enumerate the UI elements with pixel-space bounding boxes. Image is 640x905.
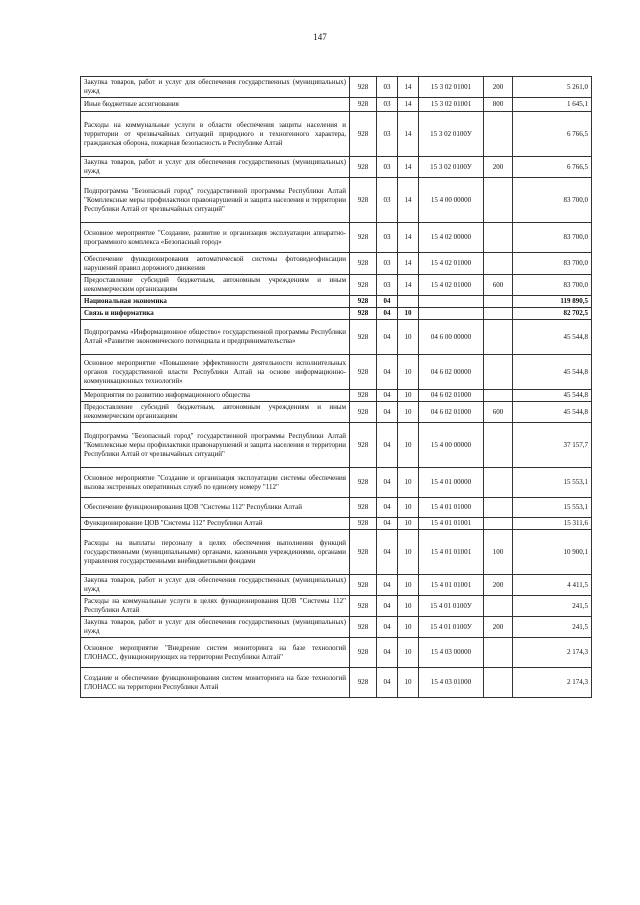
- row-subsection-code: 10: [398, 498, 419, 518]
- table-row: [81, 98, 592, 112]
- row-target-article: 15 4 01 01000: [419, 498, 484, 518]
- table-row: [81, 638, 592, 668]
- row-ministry-code: 928: [350, 530, 377, 575]
- row-subsection-code: 14: [398, 223, 419, 253]
- row-section-code: 03: [377, 223, 398, 253]
- row-amount: 6 766,5: [513, 112, 592, 157]
- row-subsection-code: 14: [398, 275, 419, 296]
- row-subsection-code: 10: [398, 596, 419, 617]
- row-description: Подпрограмма «Информационное общество» государственной программы Республики Алтай «Развитие экономического потенциала и предпринимательства»: [81, 320, 350, 355]
- row-expense-type: [484, 223, 513, 253]
- row-target-article: 15 3 02 0100У: [419, 157, 484, 178]
- row-amount: 45 544,8: [513, 402, 592, 423]
- row-amount: 241,5: [513, 617, 592, 638]
- row-ministry-code: 928: [350, 296, 377, 308]
- row-subsection-code: 14: [398, 98, 419, 112]
- row-amount: 6 766,5: [513, 157, 592, 178]
- table-row: [81, 178, 592, 223]
- row-amount: 4 411,5: [513, 575, 592, 596]
- row-expense-type: [484, 320, 513, 355]
- row-ministry-code: 928: [350, 157, 377, 178]
- row-section-code: 04: [377, 390, 398, 402]
- budget-table-body: [81, 77, 592, 698]
- row-target-article: 15 4 02 00000: [419, 223, 484, 253]
- table-row: [81, 320, 592, 355]
- row-description: Создание и обеспечение функционирования систем мониторинга на базе технологий ГЛОНАСС на территории Республики Алтай: [81, 668, 350, 698]
- row-section-code: 04: [377, 320, 398, 355]
- page-number: 147: [313, 32, 327, 42]
- table-row: [81, 402, 592, 423]
- row-target-article: 15 4 01 01001: [419, 518, 484, 530]
- row-amount: 45 544,8: [513, 320, 592, 355]
- row-description: Расходы на выплаты персоналу в целях обеспечения выполнения функций государственными (муниципальными) органами, казенными учреждениями, органами управления государственными внебюджетными фондами: [81, 530, 350, 575]
- row-section-code: 04: [377, 308, 398, 320]
- table-row: [81, 296, 592, 308]
- row-expense-type: [484, 308, 513, 320]
- row-section-code: 04: [377, 617, 398, 638]
- row-section-code: 03: [377, 98, 398, 112]
- row-description: Подпрограмма "Безопасный город" государственной программы Республики Алтай "Комплексные меры профилактики правонарушений и защита населения и территории Республики Алтай от чрезвычайных ситуаций": [81, 178, 350, 223]
- row-ministry-code: 928: [350, 596, 377, 617]
- row-expense-type: 100: [484, 530, 513, 575]
- row-section-code: 03: [377, 275, 398, 296]
- row-expense-type: 600: [484, 275, 513, 296]
- row-expense-type: [484, 596, 513, 617]
- row-amount: 2 174,3: [513, 668, 592, 698]
- row-section-code: 04: [377, 668, 398, 698]
- table-row: [81, 112, 592, 157]
- table-row: [81, 223, 592, 253]
- row-ministry-code: 928: [350, 468, 377, 498]
- row-amount: 15 553,1: [513, 468, 592, 498]
- row-target-article: 04 6 02 01000: [419, 402, 484, 423]
- row-subsection-code: 14: [398, 178, 419, 223]
- row-expense-type: 200: [484, 157, 513, 178]
- row-section-code: 04: [377, 423, 398, 468]
- row-description: Предоставление субсидий бюджетным, автономным учреждениям и иным некоммерческим организациям: [81, 275, 350, 296]
- row-subsection-code: 10: [398, 320, 419, 355]
- table-row: [81, 468, 592, 498]
- row-target-article: 15 3 02 01001: [419, 98, 484, 112]
- row-ministry-code: 928: [350, 575, 377, 596]
- row-target-article: [419, 308, 484, 320]
- row-section-code: 04: [377, 575, 398, 596]
- row-description: Основное мероприятие "Создание, развитие и организация эксплуатации аппаратно-программного комплекса «Безопасный город»: [81, 223, 350, 253]
- row-amount: 15 311,6: [513, 518, 592, 530]
- row-amount: 15 553,1: [513, 498, 592, 518]
- row-expense-type: [484, 355, 513, 390]
- row-description: Закупка товаров, работ и услуг для обеспечения государственных (муниципальных) нужд: [81, 575, 350, 596]
- row-description: Связь и информатика: [81, 308, 350, 320]
- row-subsection-code: 10: [398, 617, 419, 638]
- table-row: [81, 355, 592, 390]
- row-ministry-code: 928: [350, 320, 377, 355]
- row-section-code: 04: [377, 596, 398, 617]
- row-target-article: 15 4 00 00000: [419, 423, 484, 468]
- row-section-code: 04: [377, 498, 398, 518]
- row-amount: 45 544,8: [513, 355, 592, 390]
- row-target-article: 15 4 01 01001: [419, 575, 484, 596]
- row-section-code: 04: [377, 638, 398, 668]
- row-expense-type: 200: [484, 77, 513, 98]
- table-row: [81, 530, 592, 575]
- row-subsection-code: 10: [398, 638, 419, 668]
- row-ministry-code: 928: [350, 423, 377, 468]
- row-expense-type: [484, 468, 513, 498]
- row-subsection-code: 10: [398, 468, 419, 498]
- row-expense-type: [484, 518, 513, 530]
- row-description: Иные бюджетные ассигнования: [81, 98, 350, 112]
- row-target-article: 15 4 02 01000: [419, 275, 484, 296]
- row-amount: 119 890,5: [513, 296, 592, 308]
- row-section-code: 04: [377, 518, 398, 530]
- row-expense-type: 800: [484, 98, 513, 112]
- row-ministry-code: 928: [350, 178, 377, 223]
- row-subsection-code: 10: [398, 575, 419, 596]
- row-subsection-code: 10: [398, 390, 419, 402]
- row-target-article: 15 3 02 0100У: [419, 112, 484, 157]
- row-target-article: 04 6 00 00000: [419, 320, 484, 355]
- row-subsection-code: 10: [398, 355, 419, 390]
- row-ministry-code: 928: [350, 617, 377, 638]
- row-amount: 83 700,0: [513, 178, 592, 223]
- row-expense-type: [484, 178, 513, 223]
- row-amount: 10 900,1: [513, 530, 592, 575]
- row-section-code: 03: [377, 157, 398, 178]
- row-description: Основное мероприятие «Повышение эффективности деятельности исполнительных органов государственной власти Республики Алтай на основе информационно-коммуникационных технологий»: [81, 355, 350, 390]
- row-subsection-code: 14: [398, 112, 419, 157]
- row-description: Национальная экономика: [81, 296, 350, 308]
- row-ministry-code: 928: [350, 77, 377, 98]
- row-ministry-code: 928: [350, 498, 377, 518]
- table-row: [81, 575, 592, 596]
- row-amount: 5 261,0: [513, 77, 592, 98]
- row-subsection-code: 14: [398, 77, 419, 98]
- row-description: Закупка товаров, работ и услуг для обеспечения государственных (муниципальных) нужд: [81, 157, 350, 178]
- row-section-code: 04: [377, 355, 398, 390]
- row-description: Расходы на коммунальные услуги в области обеспечения защиты населения и территории от чрезвычайных ситуаций природного и техногенного характера, гражданская оборона, пожарная безопасность в Республике Алтай: [81, 112, 350, 157]
- row-amount: 83 700,0: [513, 223, 592, 253]
- row-ministry-code: 928: [350, 275, 377, 296]
- table-row: [81, 423, 592, 468]
- row-target-article: 15 3 02 01001: [419, 77, 484, 98]
- row-subsection-code: 14: [398, 253, 419, 275]
- row-section-code: 03: [377, 178, 398, 223]
- row-description: Обеспечение функционирования автоматической системы фотовидеофиксации нарушений правил дорожного движения: [81, 253, 350, 275]
- row-section-code: 03: [377, 253, 398, 275]
- row-expense-type: [484, 390, 513, 402]
- row-expense-type: 200: [484, 617, 513, 638]
- row-expense-type: 200: [484, 575, 513, 596]
- row-ministry-code: 928: [350, 668, 377, 698]
- table-row: [81, 668, 592, 698]
- row-ministry-code: 928: [350, 253, 377, 275]
- row-ministry-code: 928: [350, 638, 377, 668]
- row-amount: 45 544,8: [513, 390, 592, 402]
- row-section-code: 04: [377, 402, 398, 423]
- row-subsection-code: 10: [398, 530, 419, 575]
- row-amount: 37 157,7: [513, 423, 592, 468]
- row-subsection-code: 10: [398, 518, 419, 530]
- table-row: [81, 617, 592, 638]
- row-amount: 82 702,5: [513, 308, 592, 320]
- row-amount: 1 645,1: [513, 98, 592, 112]
- row-target-article: 15 4 01 00000: [419, 468, 484, 498]
- row-expense-type: [484, 296, 513, 308]
- row-section-code: 04: [377, 468, 398, 498]
- row-description: Предоставление субсидий бюджетным, автономным учреждениям и иным некоммерческим организациям: [81, 402, 350, 423]
- row-description: Закупка товаров, работ и услуг для обеспечения государственных (муниципальных) нужд: [81, 617, 350, 638]
- table-row: [81, 390, 592, 402]
- row-expense-type: [484, 668, 513, 698]
- row-target-article: 15 4 01 01001: [419, 530, 484, 575]
- row-description: Функционирование ЦОВ "Системы 112" Республики Алтай: [81, 518, 350, 530]
- row-target-article: 15 4 00 00000: [419, 178, 484, 223]
- row-description: Основное мероприятие "Создание и организация эксплуатации системы обеспечения вызова экстренных оперативных служб по единому номеру "112": [81, 468, 350, 498]
- row-ministry-code: 928: [350, 98, 377, 112]
- row-description: Мероприятия по развитию информационного общества: [81, 390, 350, 402]
- row-expense-type: [484, 638, 513, 668]
- row-expense-type: [484, 423, 513, 468]
- row-target-article: 15 4 03 00000: [419, 638, 484, 668]
- row-ministry-code: 928: [350, 112, 377, 157]
- row-ministry-code: 928: [350, 402, 377, 423]
- table-row: [81, 596, 592, 617]
- row-description: Обеспечение функционирования ЦОВ "Системы 112" Республики Алтай: [81, 498, 350, 518]
- row-description: Расходы на коммунальные услуги в целях функционирования ЦОВ "Системы 112" Республики Алтай: [81, 596, 350, 617]
- row-target-article: 15 4 03 01000: [419, 668, 484, 698]
- table-row: [81, 308, 592, 320]
- row-ministry-code: 928: [350, 223, 377, 253]
- row-subsection-code: [398, 296, 419, 308]
- row-target-article: 15 4 01 0100У: [419, 596, 484, 617]
- row-ministry-code: 928: [350, 355, 377, 390]
- row-subsection-code: 14: [398, 157, 419, 178]
- budget-table: [80, 76, 592, 698]
- row-ministry-code: 928: [350, 518, 377, 530]
- row-subsection-code: 10: [398, 423, 419, 468]
- row-section-code: 04: [377, 530, 398, 575]
- row-ministry-code: 928: [350, 308, 377, 320]
- row-amount: 83 700,0: [513, 275, 592, 296]
- row-subsection-code: 10: [398, 308, 419, 320]
- table-row: [81, 518, 592, 530]
- row-expense-type: 600: [484, 402, 513, 423]
- row-target-article: 04 6 02 00000: [419, 355, 484, 390]
- row-expense-type: [484, 253, 513, 275]
- row-target-article: [419, 296, 484, 308]
- row-target-article: 15 4 02 01000: [419, 253, 484, 275]
- table-row: [81, 157, 592, 178]
- row-subsection-code: 10: [398, 402, 419, 423]
- row-amount: 2 174,3: [513, 638, 592, 668]
- table-row: [81, 275, 592, 296]
- table-row: [81, 498, 592, 518]
- row-section-code: 03: [377, 77, 398, 98]
- row-amount: 241,5: [513, 596, 592, 617]
- row-target-article: 15 4 01 0100У: [419, 617, 484, 638]
- table-row: [81, 77, 592, 98]
- row-expense-type: [484, 112, 513, 157]
- row-subsection-code: 10: [398, 668, 419, 698]
- row-description: Подпрограмма "Безопасный город" государственной программы Республики Алтай "Комплексные меры профилактики правонарушений и защита населения и территории Республики Алтай от чрезвычайных ситуаций": [81, 423, 350, 468]
- row-section-code: 03: [377, 112, 398, 157]
- row-amount: 83 700,0: [513, 253, 592, 275]
- table-row: [81, 253, 592, 275]
- row-section-code: 04: [377, 296, 398, 308]
- row-description: Основное мероприятие "Внедрение систем мониторинга на базе технологий ГЛОНАСС, функционирующих на территории Республики Алтай": [81, 638, 350, 668]
- row-expense-type: [484, 498, 513, 518]
- row-description: Закупка товаров, работ и услуг для обеспечения государственных (муниципальных) нужд: [81, 77, 350, 98]
- row-ministry-code: 928: [350, 390, 377, 402]
- row-target-article: 04 6 02 01000: [419, 390, 484, 402]
